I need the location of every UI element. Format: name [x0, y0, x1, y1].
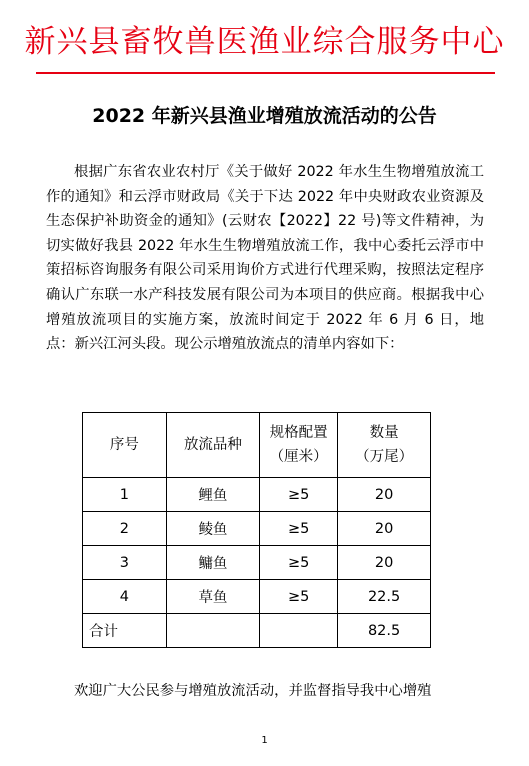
row-index: 2: [83, 512, 167, 546]
table-row: [83, 478, 431, 512]
row-species: 鳙鱼: [166, 546, 259, 580]
closing-paragraph: 欢迎广大公民参与增殖放流活动，并监督指导我中心增殖: [74, 683, 432, 699]
body-paragraph: 根据广东省农业农村厅《关于做好 2022 年水生生物增殖放流工作的通知》和云浮市财政局《关于下达 2022 年中央财政农业资源及生态保护补助资金的通知》(云财农【2022】22 号)等文件精神，为切实做好我县 2022 年水生生物增殖放流工作，我中心委托云浮市中策招标咨询服务有限公司采用询价方式进行代理采购，按照法定程序确认广东联一水产科技发展有限公司为本项目的供应商。根据我中心增殖放流项目的实施方案，放流时间定于 2022 年 6 月 6 日，地点：新兴江河头段。现公示增殖放流点的清单内容如下：: [46, 164, 484, 353]
row-index: 4: [83, 580, 167, 614]
total-empty-species: [166, 614, 259, 648]
table-total-row: [83, 614, 431, 648]
row-spec: ≥5: [260, 580, 338, 614]
row-quantity: 22.5: [338, 580, 431, 614]
page-number: 1: [261, 735, 268, 746]
organization-header: 新兴县畜牧兽医渔业综合服务中心: [24, 24, 505, 60]
row-quantity: 20: [338, 546, 431, 580]
header-quantity-line2: （万尾）: [355, 449, 414, 465]
row-species: 草鱼: [166, 580, 259, 614]
table-row: [83, 512, 431, 546]
row-species: 鲤鱼: [166, 478, 259, 512]
total-label: 合计: [83, 614, 167, 648]
document-title: 2022 年新兴县渔业增殖放流活动的公告: [92, 105, 437, 127]
table-header-row: [83, 413, 431, 478]
table-row: [83, 546, 431, 580]
row-spec: ≥5: [260, 546, 338, 580]
row-species: 鲮鱼: [166, 512, 259, 546]
row-spec: ≥5: [260, 478, 338, 512]
row-quantity: 20: [338, 478, 431, 512]
row-index: 1: [83, 478, 167, 512]
header-spec-line2: （厘米）: [269, 449, 328, 465]
row-quantity: 20: [338, 512, 431, 546]
row-index: 3: [83, 546, 167, 580]
row-spec: ≥5: [260, 512, 338, 546]
header-quantity-line1: 数量: [369, 425, 399, 441]
header-spec: [260, 413, 338, 478]
total-quantity: 82.5: [338, 614, 431, 648]
header-rule: [36, 72, 495, 74]
table-row: [83, 580, 431, 614]
header-quantity: [338, 413, 431, 478]
header-species: 放流品种: [166, 413, 259, 478]
release-table: [82, 412, 431, 648]
total-empty-spec: [260, 614, 338, 648]
header-spec-line1: 规格配置: [269, 425, 328, 441]
header-index: 序号: [83, 413, 167, 478]
